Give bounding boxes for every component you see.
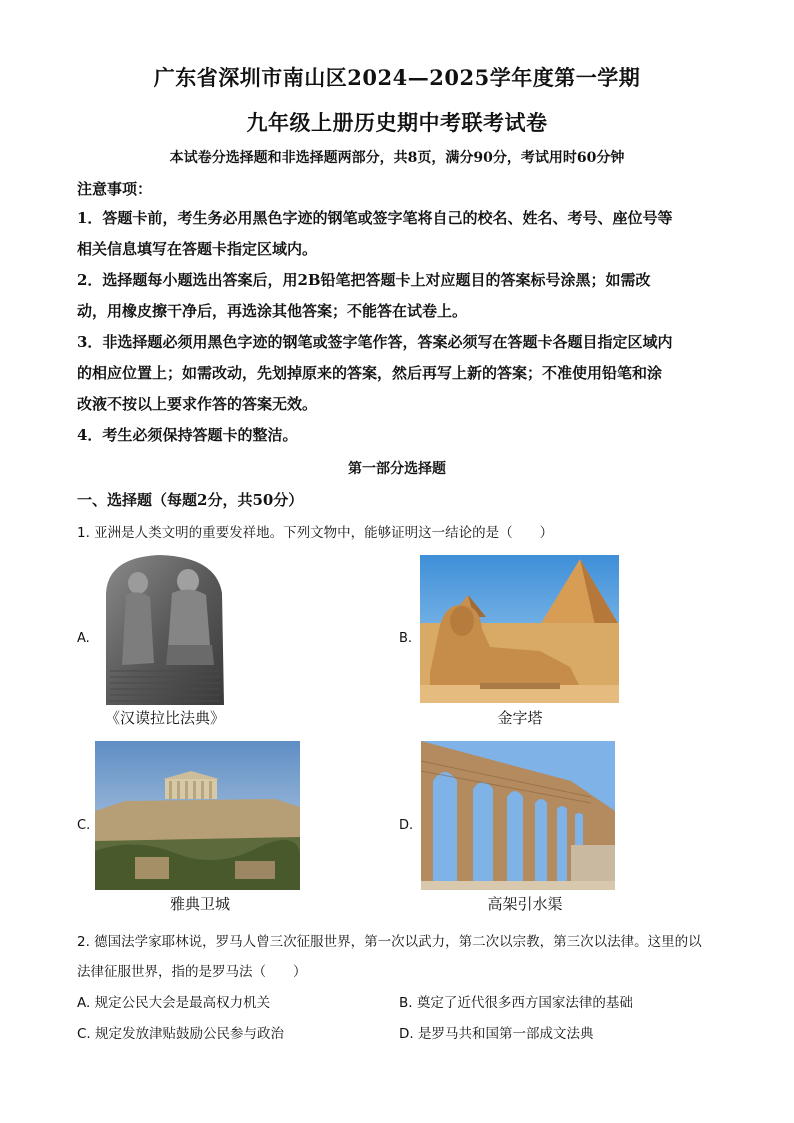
notes-heading: 注意事项： [77,180,153,198]
note-item-1-line2: 相关信息填写在答题卡指定区域内。 [77,240,318,258]
q1-option-a-letter: A. [77,631,90,646]
q1-option-a-caption: 《汉谟拉比法典》 [104,709,225,727]
note-item-4: 4．考生必须保持答题卡的整洁。 [77,426,298,444]
note-item-3-line1: 3．非选择题必须用黑色字迹的钢笔或签字笔作答，答案必须写在答题卡各题目指定区域内 [77,333,673,351]
q1-option-d-letter: D. [399,818,414,833]
q1-option-c-caption: 雅典卫城 [169,895,230,913]
question-1-stem: 1. 亚洲是人类文明的重要发祥地。下列文物中，能够证明这一结论的是（ ） [77,525,554,541]
q1-option-b-caption: 金字塔 [497,709,543,727]
pyramid-sphinx-image [420,555,619,703]
exam-title-line2: 九年级上册历史期中考联考试卷 [246,110,548,135]
q2-option-c: C. 规定发放津贴鼓励公民参与政治 [77,1026,285,1042]
question-2-stem-line1: 2. 德国法学家耶林说，罗马人曾三次征服世界，第一次以武力，第二次以宗教，第三次以法律。这里的以 [77,934,702,950]
q2-option-a: A. 规定公民大会是最高权力机关 [77,995,271,1011]
exam-title-line1: 广东省深圳市南山区2024—2025学年度第一学期 [153,65,641,90]
aqueduct-image [421,741,615,890]
acropolis-image [95,741,300,890]
note-item-2-line2: 动，用橡皮擦干净后，再选涂其他答案；不能答在试卷上。 [77,302,468,320]
q1-option-d-caption: 高架引水渠 [487,895,563,913]
section-heading: 一、选择题（每题2分，共50分） [77,491,304,509]
part1-heading: 第一部分选择题 [348,461,446,477]
note-item-1-line1: 1．答题卡前，考生务必用黑色字迹的钢笔或签字笔将自己的校名、姓名、考号、座位号等 [77,209,673,227]
q2-option-b: B. 奠定了近代很多西方国家法律的基础 [399,995,633,1011]
q1-option-c-letter: C. [77,818,91,833]
exam-intro: 本试卷分选择题和非选择题两部分，共8页，满分90分，考试用时60分钟 [169,150,625,166]
q2-option-d: D. 是罗马共和国第一部成文法典 [399,1026,594,1042]
question-2-stem-line2: 法律征服世界，指的是罗马法（ ） [77,964,307,980]
notes-list [77,203,727,451]
hammurabi-stele-image [98,553,228,705]
note-item-2-line1: 2．选择题每小题选出答案后，用2B铅笔把答题卡上对应题目的答案标号涂黑；如需改 [77,271,651,289]
q1-option-b-letter: B. [399,631,413,646]
note-item-3-line3: 改液不按以上要求作答的答案无效。 [77,395,318,413]
note-item-3-line2: 的相应位置上；如需改动，先划掉原来的答案，然后再写上新的答案；不准使用铅笔和涂 [77,364,663,382]
